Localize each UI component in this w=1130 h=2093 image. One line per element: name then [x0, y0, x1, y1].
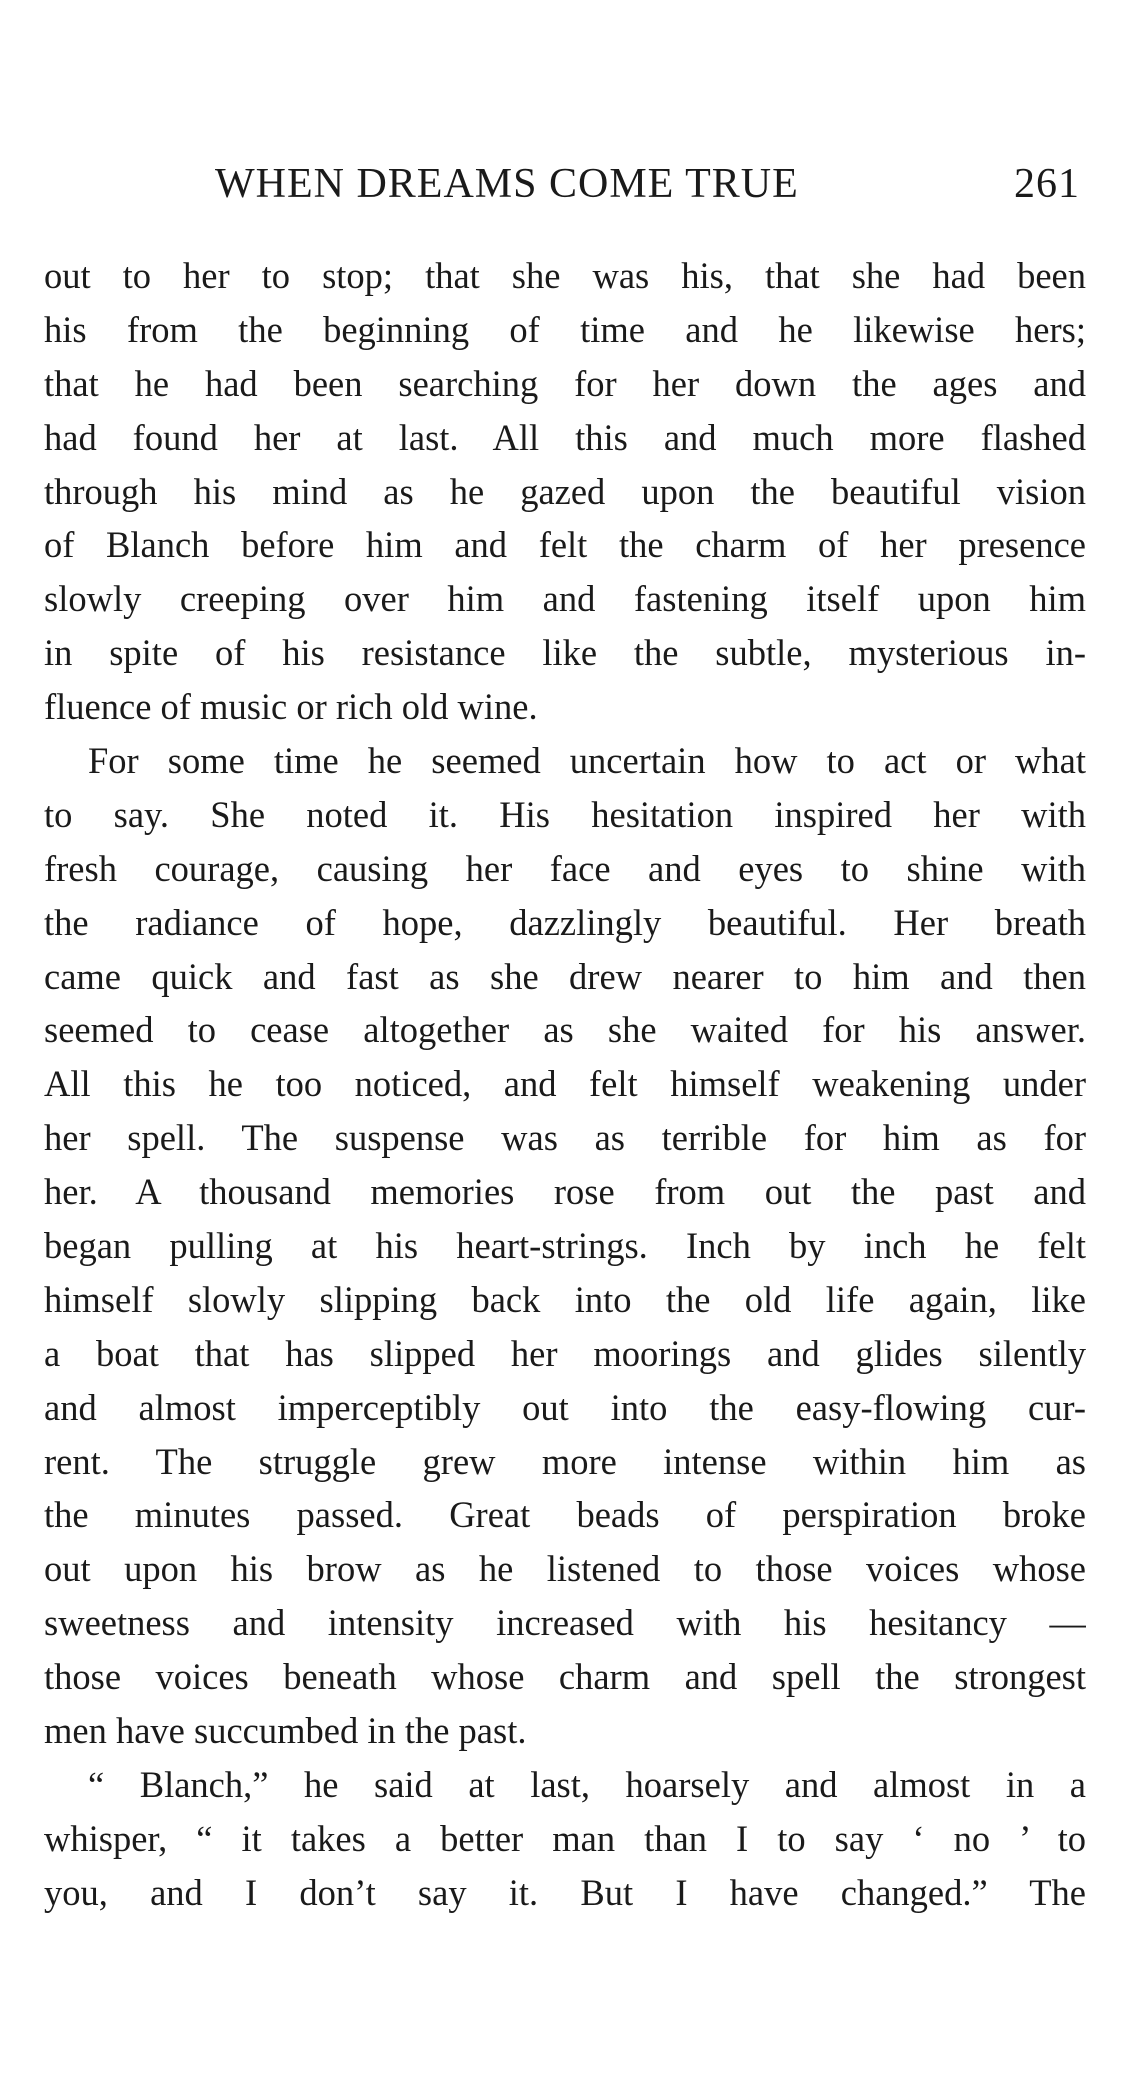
text-line: fresh courage, causing her face and eyes to shine with — [44, 847, 1086, 889]
text-line: men have succumbed in the past. — [44, 1710, 527, 1752]
page-number: 261 — [1014, 161, 1080, 207]
text-line: through his mind as he gazed upon the beautiful vision — [44, 470, 1086, 512]
text-line: the minutes passed. Great beads of perspiration broke — [44, 1494, 1086, 1536]
body-text — [44, 249, 1086, 1920]
text-line: and almost imperceptibly out into the easy-flowing cur- — [44, 1386, 1086, 1428]
text-line: you, and I don’t say it. But I have changed.” The — [44, 1871, 1086, 1913]
text-line: a boat that has slipped her moorings and glides silently — [44, 1332, 1086, 1374]
running-title: WHEN DREAMS COME TRUE — [215, 161, 799, 207]
paragraph-start-line: For some time he seemed uncertain how to act or what — [88, 740, 1086, 782]
text-line: had found her at last. All this and much more flashed — [44, 416, 1086, 458]
text-line: fluence of music or rich old wine. — [44, 686, 538, 728]
text-line: those voices beneath whose charm and spell the strongest — [44, 1656, 1086, 1698]
text-line: All this he too noticed, and felt himself weakening under — [44, 1063, 1086, 1105]
text-line: out to her to stop; that she was his, that she had been — [44, 255, 1086, 296]
paragraph-start-line: “ Blanch,” he said at last, hoarsely and almost in a — [88, 1763, 1086, 1805]
text-line: himself slowly slipping back into the old life again, like — [44, 1278, 1086, 1320]
text-line: his from the beginning of time and he likewise hers; — [44, 308, 1086, 350]
text-line: her. A thousand memories rose from out the past and — [44, 1171, 1086, 1213]
text-line: began pulling at his heart-strings. Inch by inch he felt — [44, 1225, 1086, 1267]
text-line: in spite of his resistance like the subtle, mysterious in- — [44, 632, 1086, 674]
text-line: the radiance of hope, dazzlingly beautiful. Her breath — [44, 901, 1086, 943]
text-line: whisper, “ it takes a better man than I to say ‘ no ’ to — [44, 1817, 1086, 1859]
text-line: rent. The struggle grew more intense within him as — [44, 1440, 1086, 1482]
running-head — [215, 160, 1080, 210]
text-line: came quick and fast as she drew nearer to him and then — [44, 955, 1086, 997]
text-line: out upon his brow as he listened to those voices whose — [44, 1548, 1086, 1590]
text-line: her spell. The suspense was as terrible for him as for — [44, 1117, 1086, 1159]
text-line: to say. She noted it. His hesitation inspired her with — [44, 793, 1086, 835]
text-line: seemed to cease altogether as she waited for his answer. — [44, 1009, 1086, 1051]
text-line: sweetness and intensity increased with his hesitancy — — [44, 1602, 1086, 1644]
text-line: slowly creeping over him and fastening itself upon him — [44, 578, 1086, 620]
text-line: of Blanch before him and felt the charm of her presence — [44, 524, 1086, 566]
text-line: that he had been searching for her down the ages and — [44, 362, 1086, 404]
